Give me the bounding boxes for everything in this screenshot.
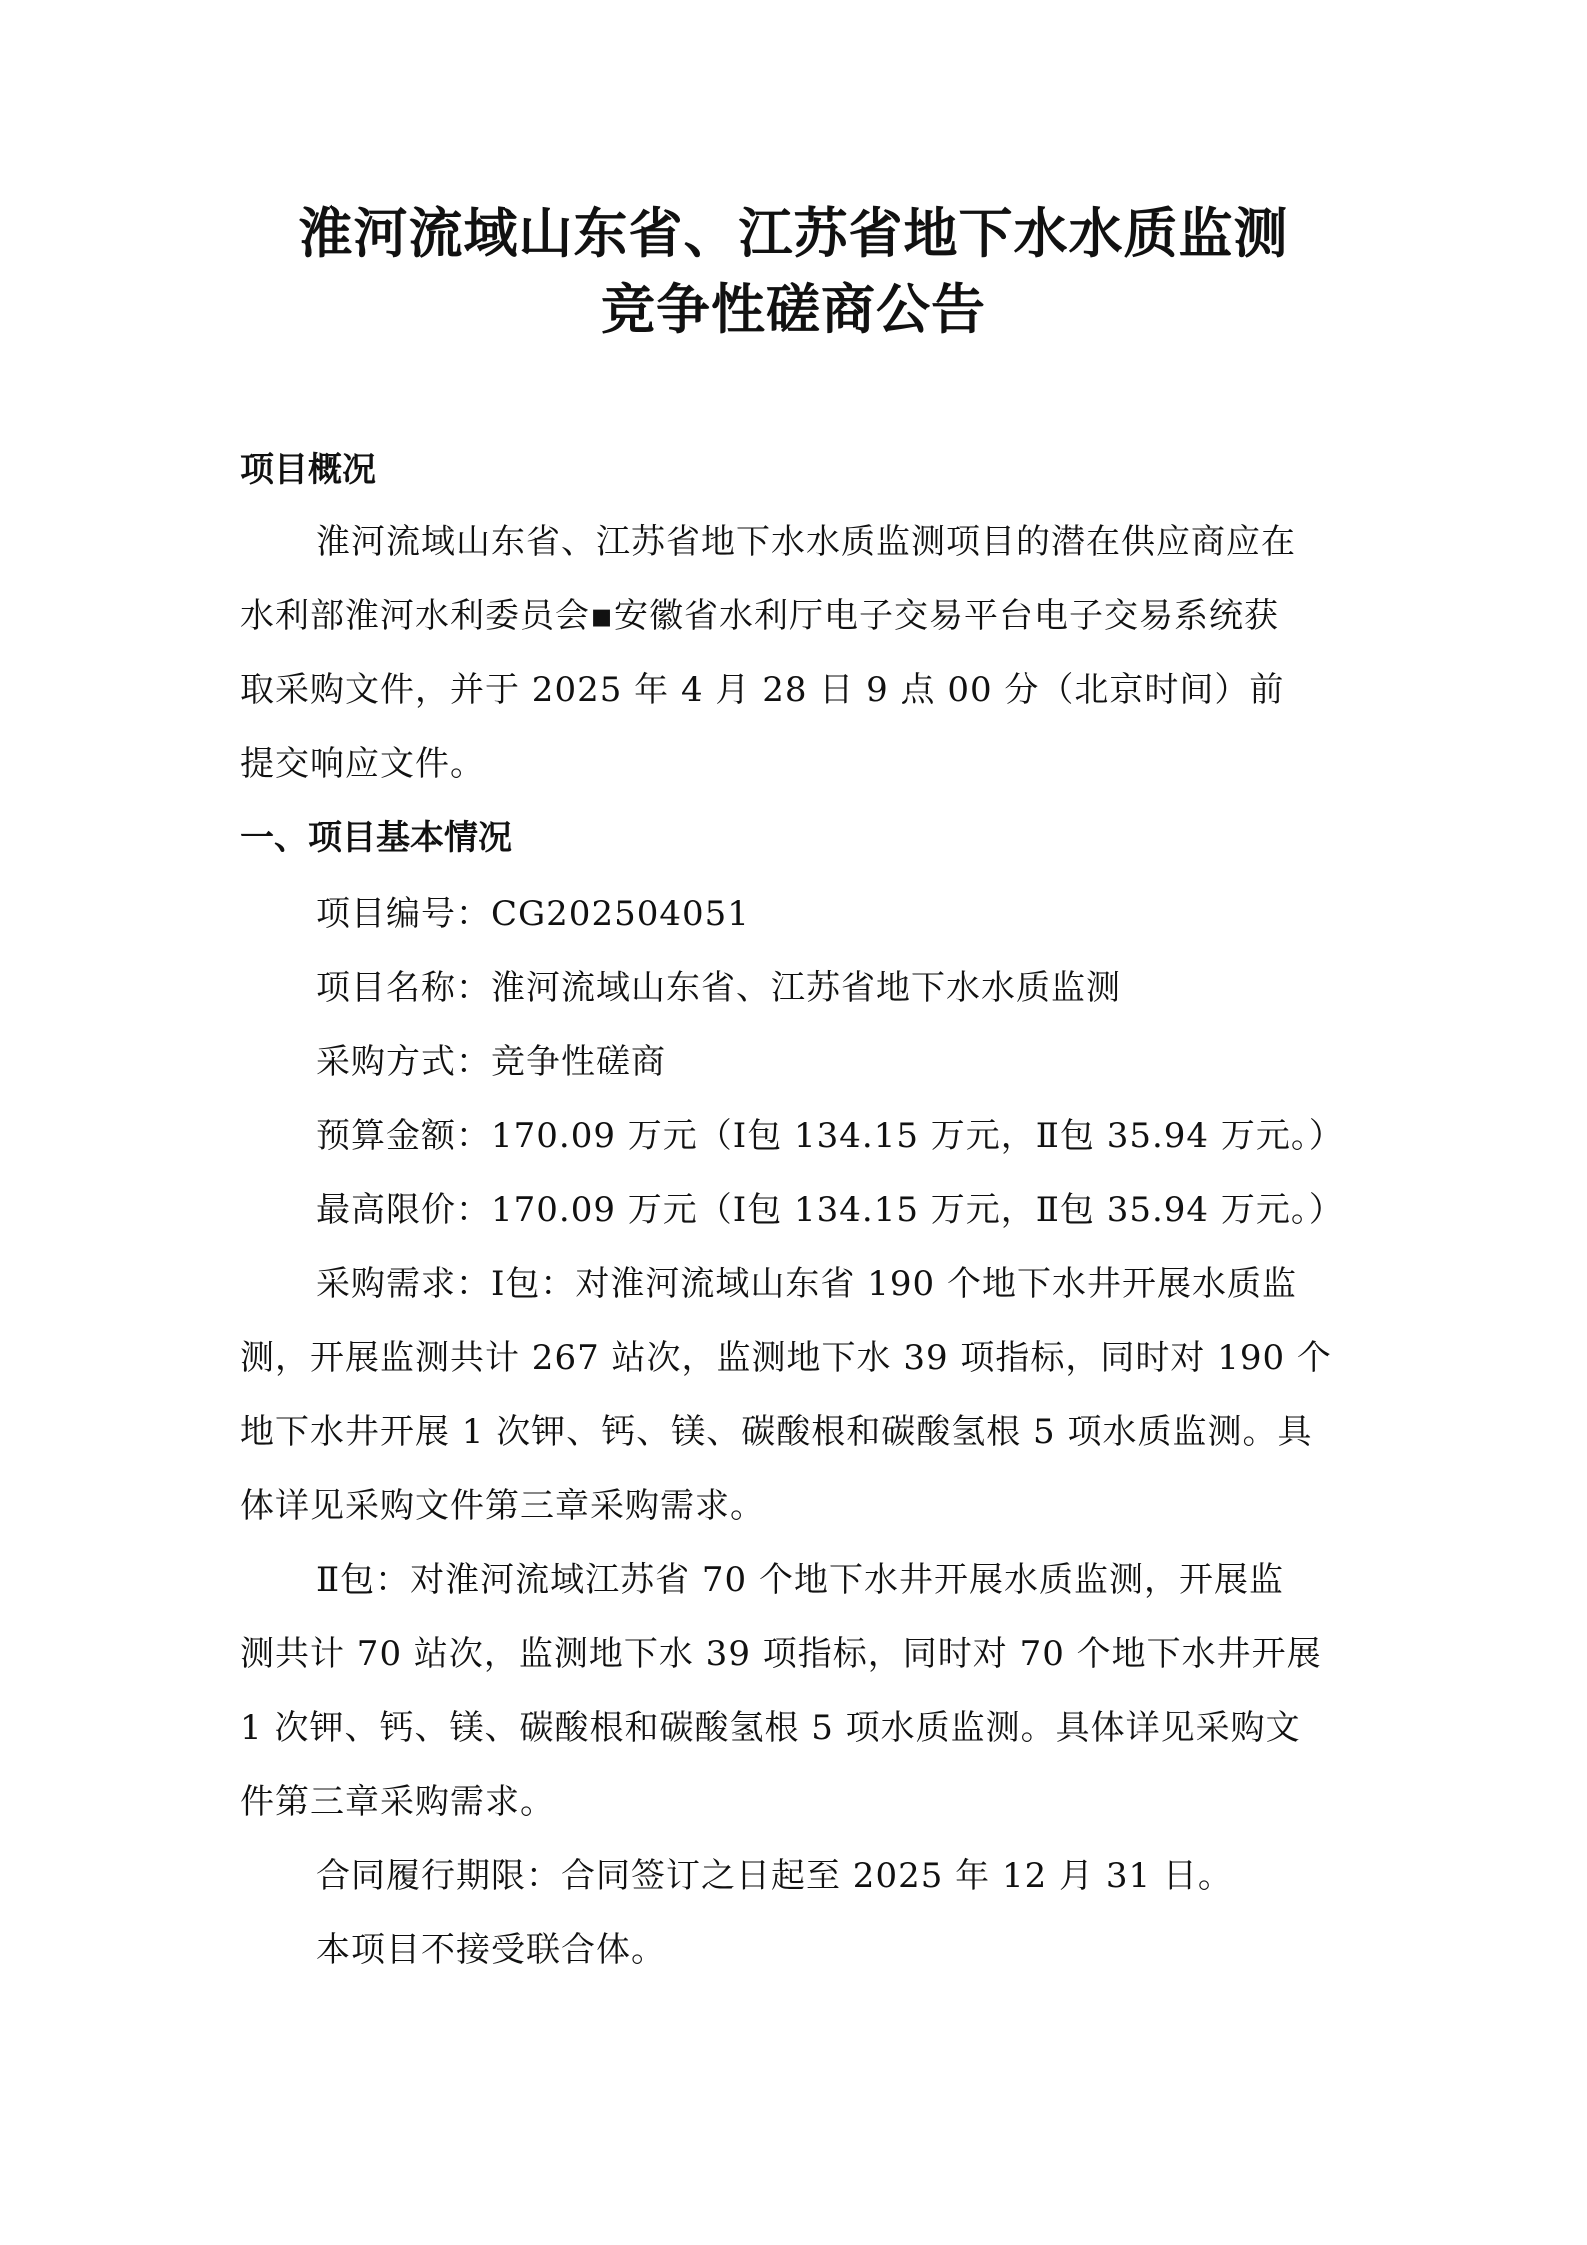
overview-line-2: 水利部淮河水利委员会▪安徽省水利厅电子交易平台电子交易系统获 [240,596,1280,636]
requirement-p1-line-4: 体详见采购文件第三章采购需求。 [240,1486,765,1526]
overview-heading: 项目概况 [240,450,376,490]
consortium-note: 本项目不接受联合体。 [316,1930,666,1970]
project-name: 项目名称：淮河流域山东省、江苏省地下水水质监测 [316,968,1121,1008]
requirement-p2-line-3: 1 次钾、钙、镁、碳酸根和碳酸氢根 5 项水质监测。具体详见采购文 [240,1708,1301,1748]
overview-line-1: 淮河流域山东省、江苏省地下水水质监测项目的潜在供应商应在 [316,522,1296,562]
requirement-p2-line-1: Ⅱ包：对淮河流域江苏省 70 个地下水井开展水质监测，开展监 [316,1560,1284,1600]
max-price: 最高限价：170.09 万元（Ⅰ包 134.15 万元，Ⅱ包 35.94 万元。） [316,1190,1344,1230]
project-number: 项目编号：CG202504051 [316,894,750,934]
overview-line-4: 提交响应文件。 [240,744,485,784]
requirement-p1-line-3: 地下水井开展 1 次钾、钙、镁、碳酸根和碳酸氢根 5 项水质监测。具 [240,1412,1313,1452]
contract-period: 合同履行期限：合同签订之日起至 2025 年 12 月 31 日。 [316,1856,1233,1896]
requirement-p1-line-2: 测，开展监测共计 267 站次，监测地下水 39 项指标，同时对 190 个 [240,1338,1332,1378]
budget-amount: 预算金额：170.09 万元（Ⅰ包 134.15 万元，Ⅱ包 35.94 万元。） [316,1116,1344,1156]
document-title-line-2: 竞争性磋商公告 [601,278,986,341]
requirement-p1-line-1: 采购需求：Ⅰ包：对淮河流域山东省 190 个地下水井开展水质监 [316,1264,1297,1304]
section-1-heading: 一、项目基本情况 [240,818,512,858]
document-title-line-1: 淮河流域山东省、江苏省地下水水质监测 [298,202,1289,265]
procurement-method: 采购方式：竞争性磋商 [316,1042,666,1082]
requirement-p2-line-2: 测共计 70 站次，监测地下水 39 项指标，同时对 70 个地下水井开展 [240,1634,1322,1674]
overview-line-3: 取采购文件，并于 2025 年 4 月 28 日 9 点 00 分（北京时间）前 [240,670,1285,710]
requirement-p2-line-4: 件第三章采购需求。 [240,1782,555,1822]
